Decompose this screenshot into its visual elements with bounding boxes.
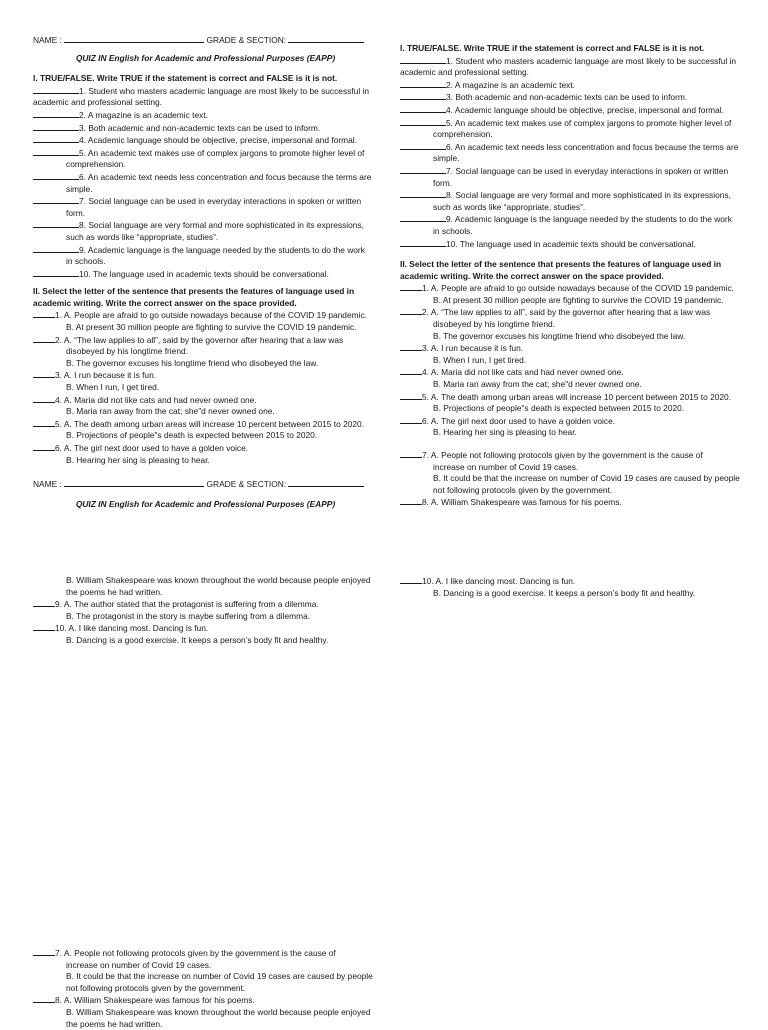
name-grade-line bbox=[33, 34, 378, 47]
answer-blank[interactable] bbox=[33, 171, 79, 180]
answer-blank[interactable] bbox=[400, 496, 422, 505]
answer-blank[interactable] bbox=[400, 306, 422, 315]
list-item: 10. The language used in academic texts should be conversational. bbox=[400, 238, 745, 251]
list-item: 6. A. The girl next door used to have a golden voice. bbox=[33, 442, 378, 455]
part1-list: 1. Student who masters academic language are most likely to be successful in academic and professional setting. 2. A magazine is an academic text. 3. Both academic and non-academic texts can be used to inform. 4. Academic language should be objective, precise, impersonal and formal. 5. An academic text makes use of complex jargons to promote higher level of comprehension. 6. An academic text needs less concentration and focus because the terms are simple. 7. Social language can be used in everyday interactions in spoken or written form. 8. Social language are very formal and more sophisticated in its expressions, such as words like “appropriate, studies”. 9. Academic language is the language needed by the students to do the work in schools. 10. The language used in academic texts should be conversational. bbox=[33, 85, 378, 281]
list-item: 5. A. The death among urban areas will increase 10 percent between 2015 to 2020. bbox=[33, 418, 378, 431]
list-item: 8. A. William Shakespeare was famous for his poems. bbox=[33, 994, 378, 1007]
answer-blank[interactable] bbox=[33, 85, 79, 94]
name-grade-line-2 bbox=[33, 478, 378, 491]
list-item: 3. A. I run because it is fun. bbox=[400, 342, 745, 355]
left-column-bottom: 7. A. People not following protocols given by the government is the cause of increase on number of Covid 19 cases. B. It could be that the increase on number of Covid 19 cases are caused by people not following protocols given by the government. 8. A. William Shakespeare was famous for his poems. B. William Shakespeare was known throughout the world because people enjoyed the poems he had written. bbox=[33, 947, 378, 1030]
list-item: 8. Social language are very formal and more sophisticated in its expressions, bbox=[400, 189, 745, 202]
name-label: NAME : bbox=[33, 35, 62, 45]
answer-blank[interactable] bbox=[33, 947, 55, 956]
list-item: 9. Academic language is the language needed by the students to do the work bbox=[400, 213, 745, 226]
answer-blank[interactable] bbox=[400, 391, 422, 400]
list-item: 3. A. I run because it is fun. bbox=[33, 369, 378, 382]
answer-blank[interactable] bbox=[400, 342, 422, 351]
list-item: 8. A. William Shakespeare was famous for his poems. bbox=[400, 496, 745, 509]
answer-blank[interactable] bbox=[400, 141, 446, 150]
grade-label: GRADE & SECTION: bbox=[206, 35, 287, 45]
grade-blank[interactable] bbox=[288, 34, 364, 43]
list-item: 1. Student who masters academic language are most likely to be successful in bbox=[33, 85, 378, 98]
list-item: 5. An academic text makes use of complex jargons to promote higher level of bbox=[400, 117, 745, 130]
answer-blank[interactable] bbox=[400, 213, 446, 222]
name-blank[interactable] bbox=[64, 478, 204, 487]
answer-blank[interactable] bbox=[33, 219, 79, 228]
answer-blank[interactable] bbox=[400, 165, 446, 174]
answer-blank[interactable] bbox=[33, 109, 79, 118]
answer-blank[interactable] bbox=[400, 238, 446, 247]
list-item: 2. A magazine is an academic text. bbox=[33, 109, 378, 122]
list-item: 6. An academic text needs less concentration and focus because the terms are bbox=[400, 141, 745, 154]
answer-blank[interactable] bbox=[33, 244, 79, 253]
list-item: 8. Social language are very formal and more sophisticated in its expressions, bbox=[33, 219, 378, 232]
list-item: 1. Student who masters academic language are most likely to be successful in bbox=[400, 55, 745, 68]
list-item: 1. A. People are afraid to go outside nowadays because of the COVID 19 pandemic. bbox=[33, 309, 378, 322]
answer-blank[interactable] bbox=[400, 91, 446, 100]
answer-blank[interactable] bbox=[33, 994, 55, 1003]
part2-instruction: II. Select the letter of the sentence that presents the features of language used in bbox=[33, 286, 355, 297]
name-label: NAME : bbox=[33, 479, 62, 490]
answer-blank[interactable] bbox=[33, 442, 55, 451]
answer-blank[interactable] bbox=[400, 366, 422, 375]
right-column-middle: 10. A. I like dancing most. Dancing is fun. B. Dancing is a good exercise. It keeps a person’s body fit and healthy. bbox=[400, 575, 745, 599]
list-item: 4. Academic language should be objective, precise, impersonal and formal. bbox=[400, 104, 745, 117]
part1-list: 1. Student who masters academic language are most likely to be successful in academic and professional setting. 2. A magazine is an academic text. 3. Both academic and non-academic texts can be used to inform. 4. Academic language should be objective, precise, impersonal and formal. 5. An academic text makes use of complex jargons to promote higher level of comprehension. 6. An academic text needs less concentration and focus because the terms are simple. 7. Social language can be used in everyday interactions in spoken or written form. 8. Social language are very formal and more sophisticated in its expressions, such as words like “appropriate, studies”. 9. Academic language is the language needed by the students to do the work in schools. 10. The language used in academic texts should be conversational. bbox=[400, 55, 745, 251]
list-item: 3. Both academic and non-academic texts can be used to inform. bbox=[400, 91, 745, 104]
answer-blank[interactable] bbox=[400, 415, 422, 424]
list-item: 3. Both academic and non-academic texts can be used to inform. bbox=[33, 122, 378, 135]
list-item: 10. A. I like dancing most. Dancing is fun. bbox=[33, 622, 378, 635]
answer-blank[interactable] bbox=[33, 622, 55, 631]
list-item: 7. A. People not following protocols given by the government is the cause of bbox=[33, 947, 378, 960]
answer-blank[interactable] bbox=[33, 134, 79, 143]
list-item: 9. Academic language is the language needed by the students to do the work bbox=[33, 244, 378, 257]
list-item: 10. A. I like dancing most. Dancing is fun. bbox=[400, 575, 745, 588]
quiz-title: QUIZ IN English for Academic and Professional Purposes (EAPP) bbox=[75, 52, 336, 63]
answer-blank[interactable] bbox=[400, 282, 422, 291]
list-item: 2. A. “The law applies to all”, said by the governor after hearing that a law was bbox=[400, 306, 745, 319]
answer-blank[interactable] bbox=[33, 309, 55, 318]
answer-blank[interactable] bbox=[33, 122, 79, 131]
list-item: 9. A. The author stated that the protagonist is suffering from a dilemma. bbox=[33, 598, 378, 611]
list-item: 7. Social language can be used in everyday interactions in spoken or written bbox=[33, 195, 378, 208]
list-item: 2. A. “The law applies to all”, said by the governor after hearing that a law was bbox=[33, 334, 378, 347]
answer-blank[interactable] bbox=[33, 394, 55, 403]
part1-instruction: I. TRUE/FALSE. Write TRUE if the statement is correct and FALSE is it is not. bbox=[33, 73, 338, 84]
part1-instruction: I. TRUE/FALSE. Write TRUE if the statement is correct and FALSE is it is not. bbox=[400, 43, 705, 53]
answer-blank[interactable] bbox=[33, 268, 79, 277]
list-item: 4. Academic language should be objective, precise, impersonal and formal. bbox=[33, 134, 378, 147]
part2-list: 1. A. People are afraid to go outside nowadays because of the COVID 19 pandemic. B. At present 30 million people are fighting to survive the COVID 19 pandemic. 2. A. “The law applies to all”, said by the governor after hearing that a law was disobeyed by his longtime friend. B. The governor excuses his longtime friend who disobeyed the law. 3. A. I run because it is fun. B. When I run, I get tired. 4. A. Maria did not like cats and had never owned one. B. Maria ran away from the cat; she"d never owned one. 5. A. The death among urban areas will increase 10 percent between 2015 to 2020. B. Projections of people"s death is expected between 2015 to 2020. 6. A. The girl next door used to have a golden voice. B. Hearing her sing is pleasing to hear. 7. A. People not following protocols given by the government is the cause of increase on number of Covid 19 cases. B. It could be that the increase on number of Covid 19 cases are caused by people not following protocols given by the government. 8. A. William Shakespeare was famous for his poems. bbox=[400, 282, 745, 509]
part2-instruction: II. Select the letter of the sentence that presents the features of language used in bbox=[400, 259, 722, 270]
list-item: 1. A. People are afraid to go outside nowadays because of the COVID 19 pandemic. bbox=[400, 282, 745, 295]
right-column-top: I. TRUE/FALSE. Write TRUE if the statement is correct and FALSE is it is not. 1. Student who masters academic language are most likely to be successful in academic and professional setting. 2. A magazine is an academic text. 3. Both academic and non-academic texts can be used to inform. 4. Academic language should be objective, precise, impersonal and formal. 5. An academic text makes use of complex jargons to promote higher level of comprehension. 6. An academic text needs less concentration and focus because the terms are simple. 7. Social language can be used in everyday interactions in spoken or written form. 8. Social language are very formal and more sophisticated in its expressions, such as words like “appropriate, studies”. 9. Academic language is the language needed by the students to do the work in schools. 10. The language used in academic texts should be conversational. II. Select the letter of the sentence that presents the features of language used in academic writing. Write the correct answer on the space provided. 1. A. People are afraid to go outside nowadays because of the COVID 19 pandemic. B. At present 30 million people are fighting to survive the COVID 19 pandemic. 2. A. “The law applies to all”, said by the governor after hearing that a law was disobeyed by his longtime friend. B. The governor excuses his longtime friend who disobeyed the law. 3. A. I run because it is fun. B. When I run, I get tired. 4. A. Maria did not like cats and had never owned one. B. Maria ran away from the cat; she"d never owned one. 5. A. The death among urban areas will increase 10 percent between 2015 to 2020. B. Projections of people"s death is expected between 2015 to 2020. 6. A. The girl next door used to have a golden voice. B. Hearing her sing is pleasing to hear. 7. A. People not following protocols given by the government is the cause of increase on number of Covid 19 cases. B. It could be that the increase on number of Covid 19 cases are caused by people not following protocols given by the government. 8. A. William Shakespeare was famous for his poems. bbox=[400, 43, 745, 509]
answer-blank[interactable] bbox=[400, 55, 446, 64]
list-item: 6. An academic text needs less concentration and focus because the terms are bbox=[33, 171, 378, 184]
grade-blank[interactable] bbox=[288, 478, 364, 487]
answer-blank[interactable] bbox=[33, 147, 79, 156]
list-item: 2. A magazine is an academic text. bbox=[400, 79, 745, 92]
list-item: 4. A. Maria did not like cats and had never owned one. bbox=[400, 366, 745, 379]
left-column-middle: B. William Shakespeare was known throughout the world because people enjoyed the poems he had written. 9. A. The author stated that the protagonist is suffering from a dilemma. B. The protagonist in the story is maybe suffering from a dilemma. 10. A. I like dancing most. Dancing is fun. B. Dancing is a good exercise. It keeps a person’s body fit and healthy. bbox=[33, 575, 378, 647]
answer-blank[interactable] bbox=[33, 195, 79, 204]
answer-blank[interactable] bbox=[33, 334, 55, 343]
grade-label: GRADE & SECTION: bbox=[206, 479, 287, 490]
list-item: 4. A. Maria did not like cats and had never owned one. bbox=[33, 394, 378, 407]
answer-blank[interactable] bbox=[400, 117, 446, 126]
list-item: 5. A. The death among urban areas will increase 10 percent between 2015 to 2020. bbox=[400, 391, 745, 404]
answer-blank[interactable] bbox=[400, 449, 422, 458]
list-item: 5. An academic text makes use of complex jargons to promote higher level of bbox=[33, 147, 378, 160]
answer-blank[interactable] bbox=[400, 189, 446, 198]
list-item: 6. A. The girl next door used to have a golden voice. bbox=[400, 415, 745, 428]
left-column-top: NAME : GRADE & SECTION: QUIZ IN English for Academic and Professional Purposes (EAPP) I. TRUE/FALSE. Write TRUE if the statement is correct and FALSE is it is not. 1. Student who masters academic language are most likely to be successful in academic and professional setting. 2. A magazine is an academic text. 3. Both academic and non-academic texts can be used to inform. 4. Academic language should be objective, precise, impersonal and formal. 5. An academic text makes use of complex jargons to promote higher level of comprehension. 6. An academic text needs less concentration and focus because the terms are simple. 7. Social language can be used in everyday interactions in spoken or written form. 8. Social language are very formal and more sophisticated in its expressions, such as words like “appropriate, studies”. 9. Academic language is the language needed by the students to do the work in schools. 10. The language used in academic texts should be conversational. II. Select the letter of the sentence that presents the features of language used in academic writing. Write the correct answer on the space provided. 1. A. People are afraid to go outside nowadays because of the COVID 19 pandemic. B. At present 30 million people are fighting to survive the COVID 19 pandemic. 2. A. “The law applies to all”, said by the governor after hearing that a law was disobeyed by his longtime friend. B. The governor excuses his longtime friend who disobeyed the law. 3. A. I run because it is fun. B. When I run, I get tired. 4. A. Maria did not like cats and had never owned one. B. Maria ran away from the cat; she"d never owned one. 5. A. The death among urban areas will increase 10 percent between 2015 to 2020. B. Projections of people"s death is expected between 2015 to 2020. 6. A. The girl next door used to have a golden voice. B. Hearing her sing is pleasing to hear. NAME : GRADE & SECTION: QUIZ IN English for Academic and Professional Purposes (EAPP) bbox=[33, 34, 378, 510]
quiz-title-2: QUIZ IN English for Academic and Professional Purposes (EAPP) bbox=[75, 498, 336, 509]
answer-blank[interactable] bbox=[33, 418, 55, 427]
list-item: 10. The language used in academic texts should be conversational. bbox=[33, 268, 378, 281]
answer-blank[interactable] bbox=[400, 79, 446, 88]
answer-blank[interactable] bbox=[33, 369, 55, 378]
part2-list: 1. A. People are afraid to go outside nowadays because of the COVID 19 pandemic. B. At present 30 million people are fighting to survive the COVID 19 pandemic. 2. A. “The law applies to all”, said by the governor after hearing that a law was disobeyed by his longtime friend. B. The governor excuses his longtime friend who disobeyed the law. 3. A. I run because it is fun. B. When I run, I get tired. 4. A. Maria did not like cats and had never owned one. B. Maria ran away from the cat; she"d never owned one. 5. A. The death among urban areas will increase 10 percent between 2015 to 2020. B. Projections of people"s death is expected between 2015 to 2020. 6. A. The girl next door used to have a golden voice. B. Hearing her sing is pleasing to hear. bbox=[33, 309, 378, 466]
list-item: 7. Social language can be used in everyday interactions in spoken or written bbox=[400, 165, 745, 178]
answer-blank[interactable] bbox=[400, 104, 446, 113]
list-item: 7. A. People not following protocols given by the government is the cause of bbox=[400, 449, 745, 462]
answer-blank[interactable] bbox=[33, 598, 55, 607]
name-blank[interactable] bbox=[64, 34, 204, 43]
answer-blank[interactable] bbox=[400, 575, 422, 584]
